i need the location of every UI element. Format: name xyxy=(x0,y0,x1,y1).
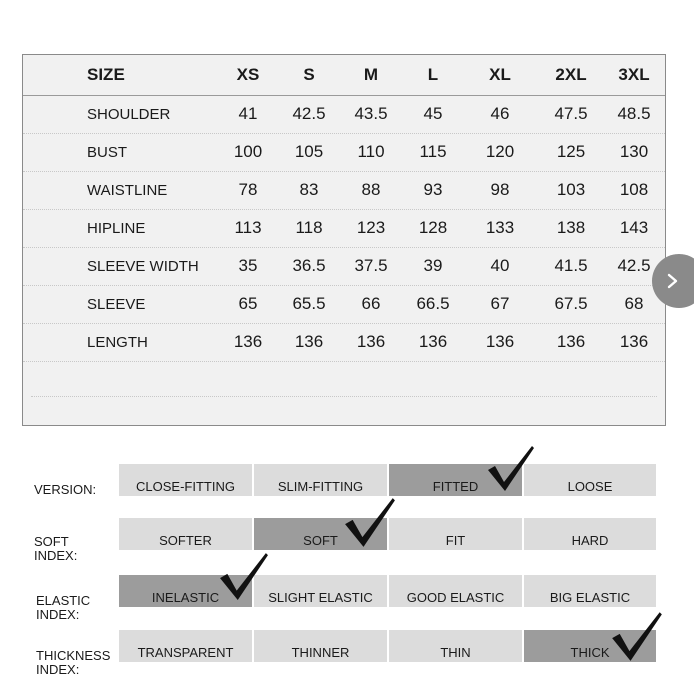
table-row xyxy=(23,285,665,324)
empty-row-divider xyxy=(31,396,657,397)
table-cell: 37.5 xyxy=(354,256,388,275)
attribute-label xyxy=(36,649,110,677)
table-cell: 42.5 xyxy=(617,256,651,275)
table-cell: 65.5 xyxy=(292,294,326,313)
attribute-label-line: INDEX: xyxy=(34,548,78,563)
size-col-header: XL xyxy=(489,65,511,84)
attribute-label-line: THICKNESS xyxy=(36,648,111,663)
option-hard[interactable] xyxy=(524,518,656,550)
option-label: TRANSPARENT xyxy=(137,645,234,660)
option-softer[interactable] xyxy=(119,518,252,550)
measurement-label: HIPLINE xyxy=(87,219,146,237)
table-cell: 136 xyxy=(485,332,515,351)
table-cell: 67 xyxy=(490,294,510,313)
measurement-label: SLEEVE xyxy=(87,295,146,313)
option-label: INELASTIC xyxy=(151,590,220,605)
option-loose[interactable] xyxy=(524,464,656,496)
option-big-elastic[interactable] xyxy=(524,575,656,607)
table-cell: 35 xyxy=(238,256,258,275)
checkmark-icon xyxy=(610,610,664,662)
table-row xyxy=(23,133,665,172)
table-cell: 66 xyxy=(361,294,381,313)
table-cell: 108 xyxy=(619,180,649,199)
table-row xyxy=(23,323,665,362)
attribute-label xyxy=(34,483,96,497)
size-col-header: M xyxy=(363,65,379,84)
table-cell: 66.5 xyxy=(416,294,450,313)
size-col-header: S xyxy=(303,65,315,84)
option-label: SOFT xyxy=(303,533,338,548)
table-cell: 68 xyxy=(624,294,644,313)
table-cell: 136 xyxy=(233,332,263,351)
size-chart-table xyxy=(22,54,666,426)
option-label: FITTED xyxy=(432,479,479,494)
measurement-label: WAISTLINE xyxy=(87,181,168,199)
size-header-row xyxy=(23,55,665,96)
measurement-label: LENGTH xyxy=(87,333,148,351)
attribute-label-line: ELASTIC xyxy=(36,593,91,608)
checkmark-icon xyxy=(216,551,272,601)
option-transparent[interactable] xyxy=(119,630,252,662)
table-cell: 136 xyxy=(294,332,324,351)
table-cell: 46 xyxy=(490,104,510,123)
table-row xyxy=(23,171,665,210)
table-row xyxy=(23,247,665,286)
option-label: CLOSE-FITTING xyxy=(136,479,235,494)
cropped-heading-fragment xyxy=(80,0,500,6)
table-cell: 120 xyxy=(485,142,515,161)
option-label: FIT xyxy=(445,533,466,548)
option-slight-elastic[interactable] xyxy=(254,575,387,607)
option-label: THIN xyxy=(440,645,471,660)
table-cell: 136 xyxy=(356,332,386,351)
table-cell: 136 xyxy=(418,332,448,351)
table-cell: 41.5 xyxy=(554,256,588,275)
table-row xyxy=(23,209,665,248)
option-thin[interactable] xyxy=(389,630,522,662)
checkmark-icon xyxy=(486,444,536,492)
table-cell: 136 xyxy=(556,332,586,351)
table-cell: 115 xyxy=(419,142,447,161)
table-cell: 123 xyxy=(356,218,386,237)
option-label: THINNER xyxy=(291,645,350,660)
table-cell: 103 xyxy=(556,180,586,199)
attribute-label-line: INDEX: xyxy=(36,607,80,622)
table-cell: 128 xyxy=(418,218,448,237)
size-col-header: 2XL xyxy=(555,65,587,84)
table-cell: 45 xyxy=(423,104,443,123)
table-cell: 48.5 xyxy=(617,104,651,123)
table-cell: 88 xyxy=(361,180,381,199)
table-cell: 39 xyxy=(423,256,443,275)
option-label: SLIM-FITTING xyxy=(277,479,364,494)
size-col-header: 3XL xyxy=(618,65,650,84)
table-cell: 130 xyxy=(619,142,649,161)
table-cell: 110 xyxy=(357,142,385,161)
table-cell: 83 xyxy=(299,180,319,199)
option-label: SOFTER xyxy=(159,533,212,548)
table-row xyxy=(23,95,665,134)
table-cell: 36.5 xyxy=(292,256,326,275)
attribute-label xyxy=(34,535,77,563)
table-cell: 41 xyxy=(238,104,258,123)
attribute-label xyxy=(36,594,90,622)
option-close-fitting[interactable] xyxy=(119,464,252,496)
table-cell: 143 xyxy=(619,218,649,237)
attribute-label-line: SOFT xyxy=(34,534,69,549)
table-cell: 105 xyxy=(294,142,324,161)
table-cell: 133 xyxy=(485,218,515,237)
table-cell: 78 xyxy=(238,180,258,199)
table-cell: 65 xyxy=(238,294,258,313)
checkmark-icon xyxy=(342,496,398,548)
option-label: LOOSE xyxy=(567,479,613,494)
option-slim-fitting[interactable] xyxy=(254,464,387,496)
table-cell: 113 xyxy=(234,218,262,237)
chevron-right-icon xyxy=(666,273,680,289)
table-cell: 118 xyxy=(295,218,323,237)
size-col-header: XS xyxy=(236,65,260,84)
table-cell: 43.5 xyxy=(354,104,388,123)
option-thinner[interactable] xyxy=(254,630,387,662)
table-cell: 98 xyxy=(490,180,510,199)
measurement-label: BUST xyxy=(87,143,128,161)
table-cell: 125 xyxy=(556,142,586,161)
table-cell: 67.5 xyxy=(554,294,588,313)
table-cell: 93 xyxy=(423,180,443,199)
measurement-label: SLEEVE WIDTH xyxy=(87,257,199,275)
table-cell: 100 xyxy=(233,142,263,161)
size-col-header: L xyxy=(427,65,439,84)
table-cell: 40 xyxy=(490,256,510,275)
option-good-elastic[interactable] xyxy=(389,575,522,607)
option-label: HARD xyxy=(571,533,609,548)
attribute-label-line: INDEX: xyxy=(36,662,80,677)
option-fit[interactable] xyxy=(389,518,522,550)
attribute-row-elastic-index xyxy=(0,575,694,623)
measurement-label: SHOULDER xyxy=(87,105,171,123)
option-label: THICK xyxy=(570,645,610,660)
option-label: BIG ELASTIC xyxy=(549,590,631,605)
attribute-row-thickness-index xyxy=(0,630,694,678)
option-label: GOOD ELASTIC xyxy=(406,590,505,605)
size-header-label: SIZE xyxy=(87,65,125,84)
table-cell: 42.5 xyxy=(292,104,326,123)
table-cell: 136 xyxy=(619,332,649,351)
table-cell: 47.5 xyxy=(554,104,588,123)
attribute-row-soft-index xyxy=(0,518,694,566)
table-cell: 138 xyxy=(556,218,586,237)
attribute-label-line: VERSION: xyxy=(34,482,97,497)
option-label: SLIGHT ELASTIC xyxy=(268,590,373,605)
